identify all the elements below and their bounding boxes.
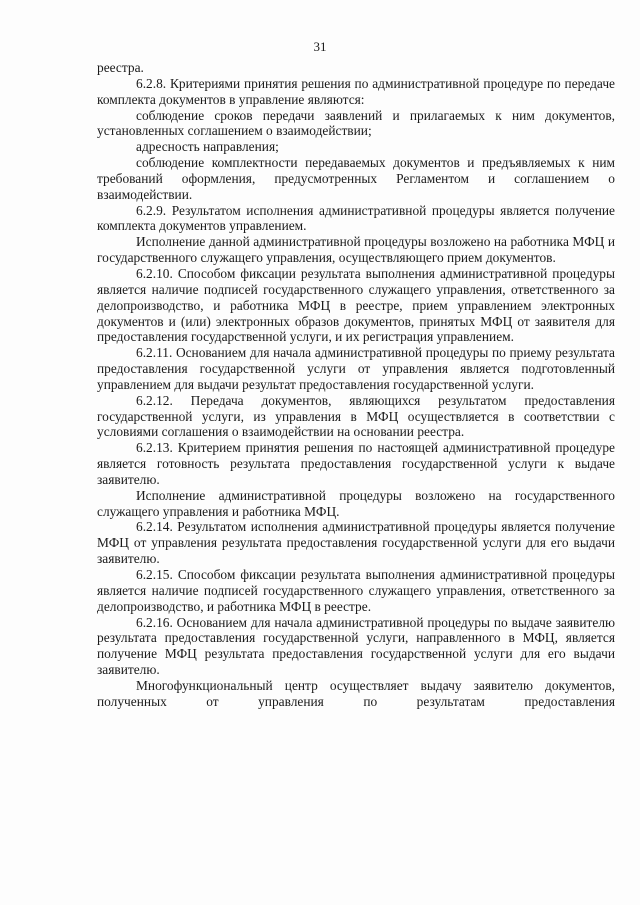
paragraph: реестра. (97, 60, 144, 75)
paragraph: 6.2.9. Результатом исполнения административной процедуры является получение комплекта документов управлением. (97, 202, 615, 234)
paragraph: 6.2.13. Критерием принятия решения по настоящей административной процедуре является готовность результата предоставления государственной услуги к выдаче заявителю. (97, 440, 615, 487)
paragraph: 6.2.11. Основанием для начала административной процедуры по приему результата предоставления государственной услуги от управления является подготовленный управлением для выдачи результат предоставления государственной услуги. (97, 345, 615, 392)
paragraph: соблюдение комплектности передаваемых документов и предъявляемых к ним требований оформления, предусмотренных Регламентом и соглашением о взаимодействии. (97, 155, 615, 202)
paragraph: 6.2.16. Основанием для начала административной процедуры по выдаче заявителю результата предоставления государственной услуги, направленного в МФЦ, является получение МФЦ результата предоставления государственной услуги для его выдачи заявителю. (97, 614, 615, 678)
paragraph: Многофункциональный центр осуществляет выдачу заявителю документов, полученных от управления по результатам предоставления (97, 677, 615, 709)
paragraph: адресность направления; (136, 139, 279, 155)
paragraph: 6.2.14. Результатом исполнения административной процедуры является получение МФЦ от управления результата предоставления государственной услуги для его выдачи заявителю. (97, 519, 615, 567)
paragraph: Исполнение данной административной процедуры возложено на работника МФЦ и государственного служащего управления, осуществляющего прием документов. (97, 234, 615, 266)
paragraph: Исполнение административной процедуры возложено на государственного служащего управления и работника МФЦ. (97, 487, 615, 519)
paragraph: 6.2.12. Передача документов, являющихся результатом предоставления государственной услуги, из управления в МФЦ осуществляется в соответствии с условиями соглашения о взаимодействии на основании реестра. (97, 392, 615, 440)
paragraph: соблюдение сроков передачи заявлений и прилагаемых к ним документов, установленных соглашением о взаимодействии; (97, 107, 615, 139)
paragraph: 6.2.8. Критериями принятия решения по административной процедуре по передаче комплекта документов в управление являются: (97, 75, 615, 107)
paragraph: 6.2.10. Способом фиксации результата выполнения административной процедуры является наличие подписей государственного служащего управления, ответственного за делопроизводство, и работника МФЦ в реестре, прием управлением электронных документов и (или) электронных образов документов, принятых МФЦ от заявителя для предоставления государственной услуги, и их регистрация управлением. (97, 265, 615, 345)
document-body (97, 60, 615, 725)
paragraph: 6.2.15. Способом фиксации результата выполнения административной процедуры является наличие подписей государственного служащего управления, ответственного за делопроизводство, и работника МФЦ в реестре. (97, 567, 615, 614)
page-number: 31 (313, 39, 327, 54)
